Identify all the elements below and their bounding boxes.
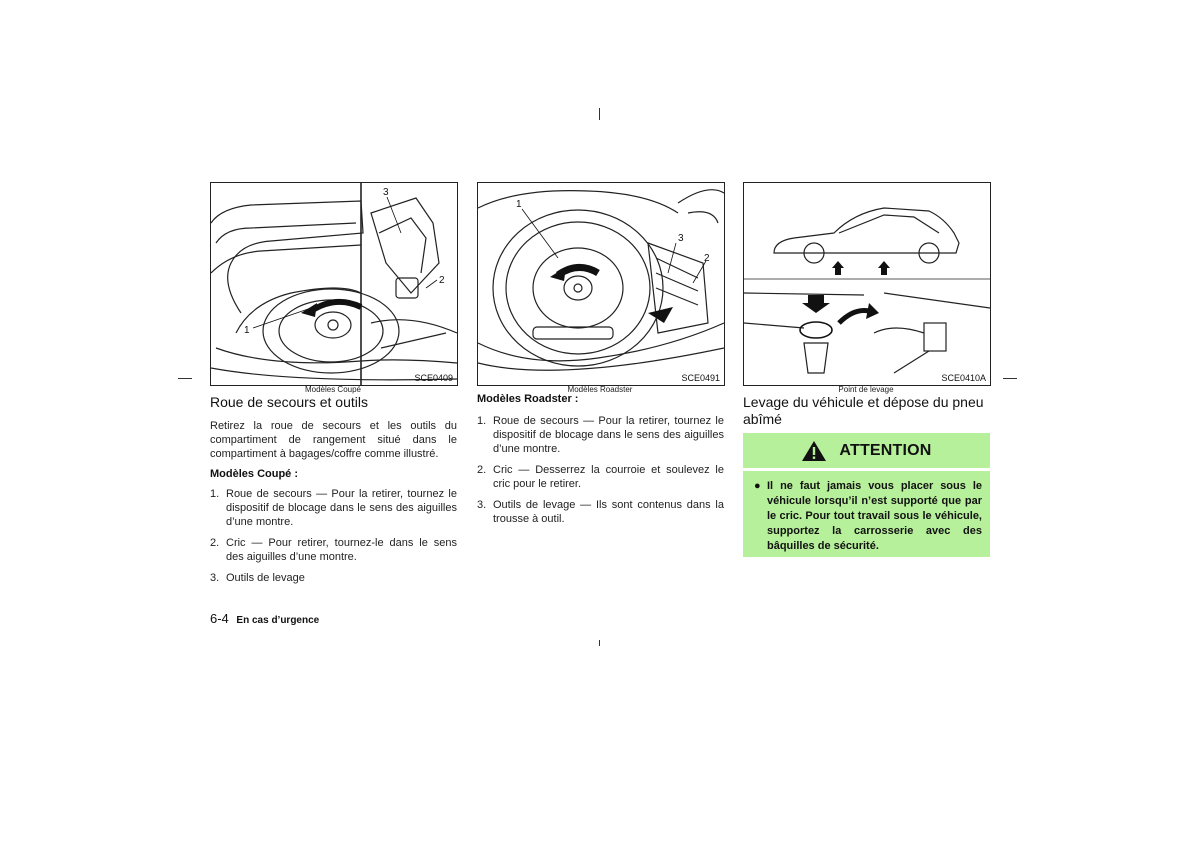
roadster-list <box>477 414 724 526</box>
list-text: Outils de levage — Ils sont contenus dans la trousse à outil. <box>493 499 724 525</box>
list-item <box>477 414 724 456</box>
list-number: 1. <box>477 415 487 427</box>
list-number: 3. <box>210 572 220 584</box>
coupe-callout-1: 1 <box>244 325 250 336</box>
subheading-coupe: Modèles Coupé : <box>210 468 299 480</box>
page-footer <box>210 611 319 626</box>
roadster-trunk-illustration <box>478 183 724 385</box>
warning-text: Il ne faut jamais vous placer sous le véhicule lorsqu’il n’est supporté que par le cric. Pour tout travail sous le véhicule, supportez la carrosserie avec des bâquilles de sécurité. <box>767 480 982 552</box>
list-text: Roue de secours — Pour la retirer, tournez le dispositif de blocage dans le sens des aiguilles d’une montre. <box>493 415 724 455</box>
bottom-crop-mark <box>599 640 600 646</box>
list-item <box>477 463 724 491</box>
figure-code: SCE0491 <box>681 373 720 383</box>
lifting-point-illustration <box>744 183 990 385</box>
figure-lifting <box>743 182 991 386</box>
roadster-callout-1: 1 <box>516 199 522 210</box>
section-heading-lifting: Levage du véhicule et dépose du pneu abîmé <box>743 394 984 427</box>
figure-coupe <box>210 182 458 386</box>
list-text: Cric — Pour retirer, tournez-le dans le sens des aiguilles d’une montre. <box>226 537 457 563</box>
roadster-callout-2: 2 <box>704 253 710 264</box>
list-number: 3. <box>477 499 487 511</box>
coupe-trunk-illustration <box>211 183 457 385</box>
middle-column <box>477 392 724 533</box>
warning-body <box>743 471 990 557</box>
top-crop-mark <box>599 108 600 120</box>
coupe-callout-3: 3 <box>383 187 389 198</box>
figure-code: SCE0410A <box>941 373 986 383</box>
list-text: Cric — Desserrez la courroie et soulevez le cric pour le retirer. <box>493 464 724 490</box>
coupe-list <box>210 487 457 585</box>
figure-caption-coupe: Modèles Coupé <box>304 385 362 394</box>
coupe-callout-2: 2 <box>439 275 445 286</box>
figure-caption-roadster: Modèles Roadster <box>567 385 633 394</box>
list-text: Roue de secours — Pour la retirer, tournez le dispositif de blocage dans le sens des aiguilles d’une montre. <box>226 488 457 528</box>
right-crop-mark <box>1003 378 1017 379</box>
section-heading-spare-wheel: Roue de secours et outils <box>210 394 368 410</box>
figure-caption-lifting: Point de levage <box>838 385 894 394</box>
right-column <box>743 394 990 428</box>
list-item <box>210 487 457 529</box>
subheading-roadster: Modèles Roadster : <box>477 393 579 405</box>
list-item <box>210 571 457 585</box>
page-number: 6-4 <box>210 611 229 626</box>
left-crop-mark <box>178 378 192 379</box>
left-column <box>210 394 457 592</box>
list-number: 1. <box>210 488 220 500</box>
section-name: En cas d’urgence <box>236 615 320 626</box>
list-number: 2. <box>210 537 220 549</box>
roadster-callout-3: 3 <box>678 233 684 244</box>
warning-title: ATTENTION <box>839 441 932 459</box>
figure-code: SCE0409 <box>414 373 453 383</box>
figure-roadster <box>477 182 725 386</box>
warning-triangle-icon <box>801 440 827 462</box>
intro-paragraph: Retirez la roue de secours et les outils du compartiment de rangement situé dans le compartiment à bagages/coffre comme illustré. <box>210 420 457 460</box>
warning-bullet: ● <box>754 480 761 492</box>
list-item <box>210 536 457 564</box>
list-text: Outils de levage <box>226 572 305 584</box>
list-item <box>477 498 724 526</box>
list-number: 2. <box>477 464 487 476</box>
warning-header <box>743 433 990 468</box>
